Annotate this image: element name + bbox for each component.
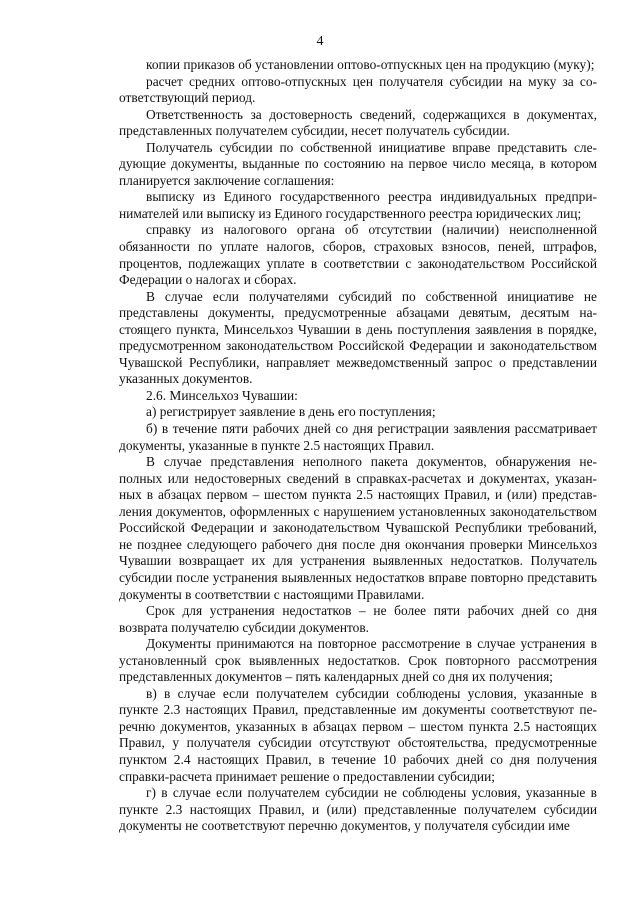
paragraph-item-g: г) в случае если получателем субсидии не соблюдены условия, указанные в пункте 2.3 настоящих Правил, и (или) представленные получателем субсидии документы не соответствуют перечню документов, у получателя субсидии име (119, 785, 597, 834)
paragraph-correction-deadline: Срок для устранения недостатков – не более пяти рабочих дней со дня возврата получателю субсидии документов. (119, 603, 597, 635)
paragraph-registry-extract: выписку из Единого государственного реестра индивидуальных предпринимателей или выписку из Единого государственного реестра юридических лиц; (119, 189, 597, 221)
paragraph-tax-certificate: справку из налогового органа об отсутствии (наличии) неисполненной обязанности по уплате налогов, сборов, страховых взносов, пеней, штрафов, процентов, подлежащих уплате в соответствии с законодательством Российской Федерации о налогах и сборах. (119, 222, 597, 288)
paragraph-incomplete-package: В случае представления неполного пакета документов, обнаружения неполных или недостоверных сведений в справках-расчетах и документах, указанных в абзацах первом – шестом пункта 2.5 настоящих Правил, и (или) представления документов, оформленных с нарушением установленных законодательством Российской Федерации и законодательством Чувашской Республики требований, не позднее следующего рабочего дня после дня окончания проверки Минсельхоз Чувашии возвращает их для устранения выявленных недостатков. Получатель субсидии после устранения выявленных недостатков вправе повторно представить документы в соответствии с настоящими Правилами. (119, 454, 597, 602)
paragraph-re-examination: Документы принимаются на повторное рассмотрение в случае устранения в установленный срок выявленных недостатков. Срок повторного рассмотрения представленных документов – пять календарных дней со дня их получения; (119, 636, 597, 685)
paragraph-average-prices: расчет средних оптово-отпускных цен получателя субсидии на муку за соответствующий период. (119, 73, 597, 106)
paragraph-own-initiative: Получатель субсидии по собственной инициативе вправе представить следующие документы, выданные по состоянию на первое число месяца, в котором планируется заключение соглашения: (119, 139, 597, 188)
document-body (119, 57, 597, 835)
paragraph-interagency-request: В случае если получателями субсидий по собственной инициативе не представлены документы, предусмотренные абзацами девятым, десятым настоящего пункта, Минсельхоз Чувашии в день поступления заявления в порядке, предусмотренном законодательством Российской Федерации и законодательством Чувашской Республики, направляет межведомственный запрос о представлении указанных документов. (119, 288, 597, 387)
paragraph-section-2-6: 2.6. Минсельхоз Чувашии: (146, 387, 298, 403)
paragraph-item-v: в) в случае если получателем субсидии соблюдены условия, указанные в пункте 2.3 настоящих Правил, представленные им документы соответствуют перечню документов, указанных в абзацах первом – шестом пункта 2.5 настоящих Правил, у получателя субсидии отсутствуют обстоятельства, предусмотренные пунктом 2.4 настоящих Правил, в течение 10 рабочих дней со дня получения справки-расчета принимает решение о предоставлении субсидии; (119, 685, 597, 784)
paragraph-price-orders: копии приказов об установлении оптово-отпускных цен на продукцию (муку); (146, 57, 595, 72)
paragraph-item-a: а) регистрирует заявление в день его поступления; (146, 404, 436, 420)
page-number: 4 (316, 34, 324, 49)
paragraph-responsibility: Ответственность за достоверность сведений, содержащихся в документах, представленных получателем субсидии, несет получатель субсидии. (119, 106, 597, 139)
paragraph-item-b: б) в течение пяти рабочих дней со дня регистрации заявления рассматривает документы, указанные в пункте 2.5 настоящих Правил. (119, 421, 597, 453)
